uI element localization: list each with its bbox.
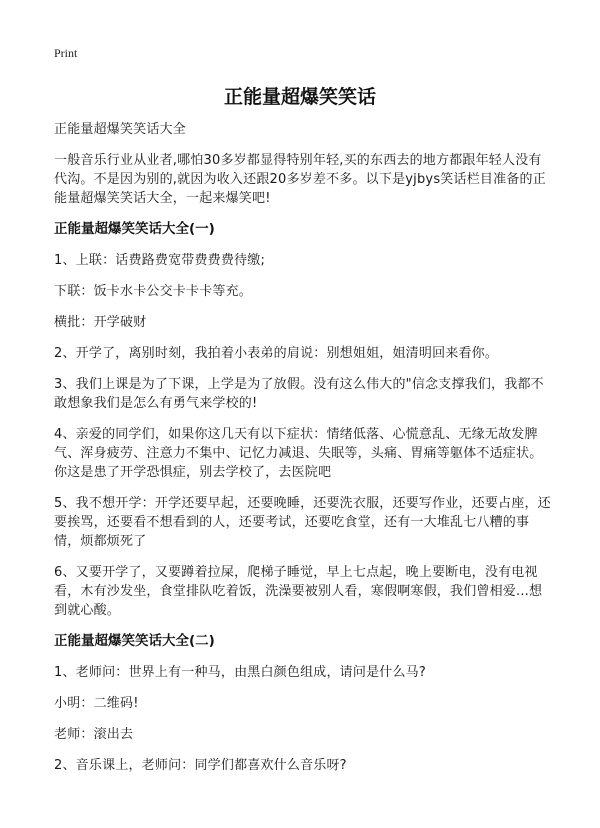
joke-paragraph: 2、开学了，离别时刻，我拍着小表弟的肩说：别想姐姐，姐清明回来看你。 — [54, 346, 499, 361]
page-title: 正能量超爆笑笑话 — [223, 86, 376, 108]
joke-paragraph: 小明：二维码! — [54, 696, 139, 711]
joke-paragraph: 6、又要开学了，又要蹲着拉屎，爬梯子睡觉，早上七点起，晚上要断电，没有电视看，木有沙发坐，食堂排队吃着饭，洗澡要被别人看，寒假啊寒假，我们曾相爱...想到就心酸。 — [54, 565, 543, 618]
print-link[interactable]: Print — [54, 46, 78, 60]
article-subtitle: 正能量超爆笑笑话大全 — [54, 122, 187, 137]
joke-paragraph: 老师：滚出去 — [54, 727, 134, 742]
joke-paragraph: 下联：饭卡水卡公交卡卡卡等充。 — [54, 284, 253, 299]
joke-paragraph: 2、音乐课上，老师问：同学们都喜欢什么音乐呀? — [54, 758, 347, 773]
intro-paragraph: 一般音乐行业从业者,哪怕30多岁都显得特别年轻,买的东西去的地方都跟年轻人没有代沟。不是因为别的,就因为收入还跟20多岁差不多。以下是yjbys笑话栏目准备的正能量超爆笑笑话大全，一起来爆笑吧! — [54, 153, 546, 206]
joke-paragraph: 1、上联：话费路费宽带费费费待缴; — [54, 253, 266, 268]
joke-paragraph: 3、我们上课是为了下课，上学是为了放假。没有这么伟大的"信念支撑我们，我都不敢想象我们是怎么有勇气来学校的! — [54, 377, 544, 411]
section-heading-1: 正能量超爆笑笑话大全(一) — [54, 221, 215, 237]
section-heading-2: 正能量超爆笑笑话大全(二) — [54, 633, 215, 649]
joke-paragraph: 1、老师问：世界上有一种马，由黑白颜色组成，请问是什么马? — [54, 665, 426, 680]
joke-paragraph: 5、我不想开学：开学还要早起，还要晚睡，还要洗衣服，还要写作业，还要占座，还要挨骂，还要看不想看到的人，还要考试，还要吃食堂，还有一大堆乱七八糟的事情，烦都烦死了 — [54, 496, 551, 549]
joke-paragraph: 横批：开学破财 — [54, 315, 147, 330]
article-body — [54, 120, 554, 787]
joke-paragraph: 4、亲爱的同学们，如果你这几天有以下症状：情绪低落、心慌意乱、无缘无故发脾气、浑身疲劳、注意力不集中、记忆力减退、失眠等，头痛、胃痛等躯体不适症状。你这是患了开学恐惧症，别去学校了，去医院吧 — [54, 427, 543, 480]
